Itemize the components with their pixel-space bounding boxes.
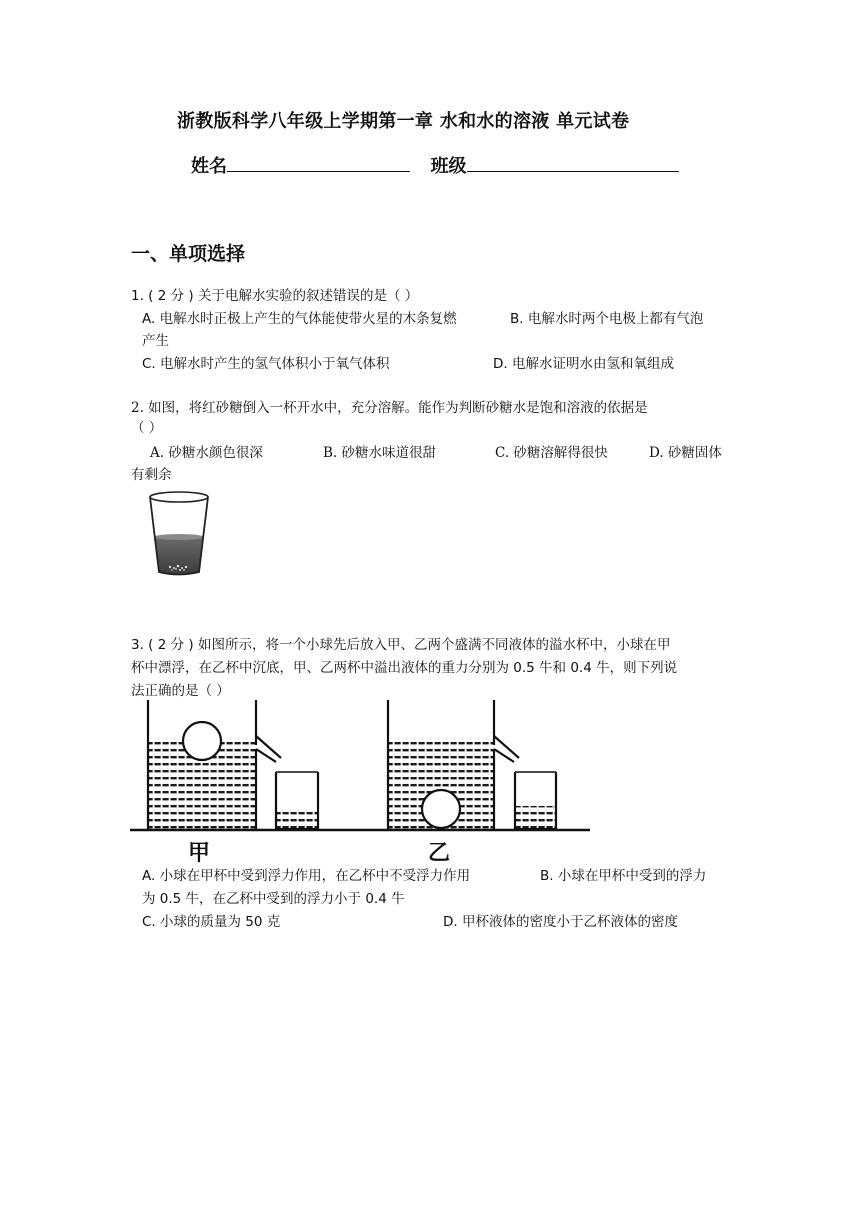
q3-option-c: C. 小球的质量为 50 克 [142,914,281,930]
q2-option-c: C. 砂糖溶解得很快 [495,445,608,461]
q1-option-c: C. 电解水时产生的氢气体积小于氧气体积 [142,356,390,372]
class-blank [467,153,679,172]
q3-stem-line3: 法正确的是（ ） [131,683,230,699]
ball-sunk [422,790,460,828]
name-blank [227,153,410,172]
overflow-cup-yi [388,700,519,829]
q2-option-d: D. 砂糖固体 [649,445,722,461]
q1-option-b-cont: 产生 [142,333,169,349]
q3-stem-line1: 3. ( 2 分 ) 如图所示，将一个小球先后放入甲、乙两个盛满不同液体的溢水杯中，小球在甲 [131,637,671,653]
q1-option-a: A. 电解水时正极上产生的气体能使带火星的木条复燃 [142,311,457,327]
label-jia: 甲 [188,841,211,866]
q2-option-a: A. 砂糖水颜色很深 [150,445,263,461]
q1-stem: 1. ( 2 分 ) 关于电解水实验的叙述错误的是（ ） [131,288,419,304]
class-label: 班级 [430,156,467,177]
q2-stem: 2. 如图，将红砂糖倒入一杯开水中，充分溶解。能作为判断砂糖水是饱和溶液的依据是 [131,400,648,416]
beaker-figure [140,488,214,578]
q3-option-b-cont: 为 0.5 牛，在乙杯中受到的浮力小于 0.4 牛 [142,891,405,907]
q3-option-d: D. 甲杯液体的密度小于乙杯液体的密度 [443,914,678,930]
beaker-jia [276,772,318,829]
q2-option-b: B. 砂糖水味道很甜 [323,445,437,461]
ball-floating [183,722,221,760]
section-heading: 一、单项选择 [131,243,246,265]
overflow-cups-figure [130,698,592,868]
q2-option-d-cont: 有剩余 [131,467,172,483]
beaker-rim [150,492,208,502]
q3-option-b: B. 小球在甲杯中受到的浮力 [540,868,707,884]
q3-stem-line2: 杯中漂浮，在乙杯中沉底，甲、乙两杯中溢出液体的重力分别为 0.5 牛和 0.4 牛，则下列说 [131,660,678,676]
q3-option-a: A. 小球在甲杯中受到浮力作用，在乙杯中不受浮力作用 [142,868,471,884]
beaker-yi [515,772,556,829]
liquid-surface [154,534,204,540]
q1-option-b: B. 电解水时两个电极上都有气泡 [510,311,704,327]
sugar-water [154,537,204,574]
label-yi: 乙 [428,841,451,866]
name-label: 姓名 [191,156,227,177]
name-field [191,152,679,178]
q2-paren: （ ） [131,420,163,436]
q1-option-d: D. 电解水证明水由氢和氧组成 [493,356,674,372]
overflow-cup-jia [148,700,281,829]
exam-title: 浙教版科学八年级上学期第一章 水和水的溶液 单元试卷 [177,111,630,132]
